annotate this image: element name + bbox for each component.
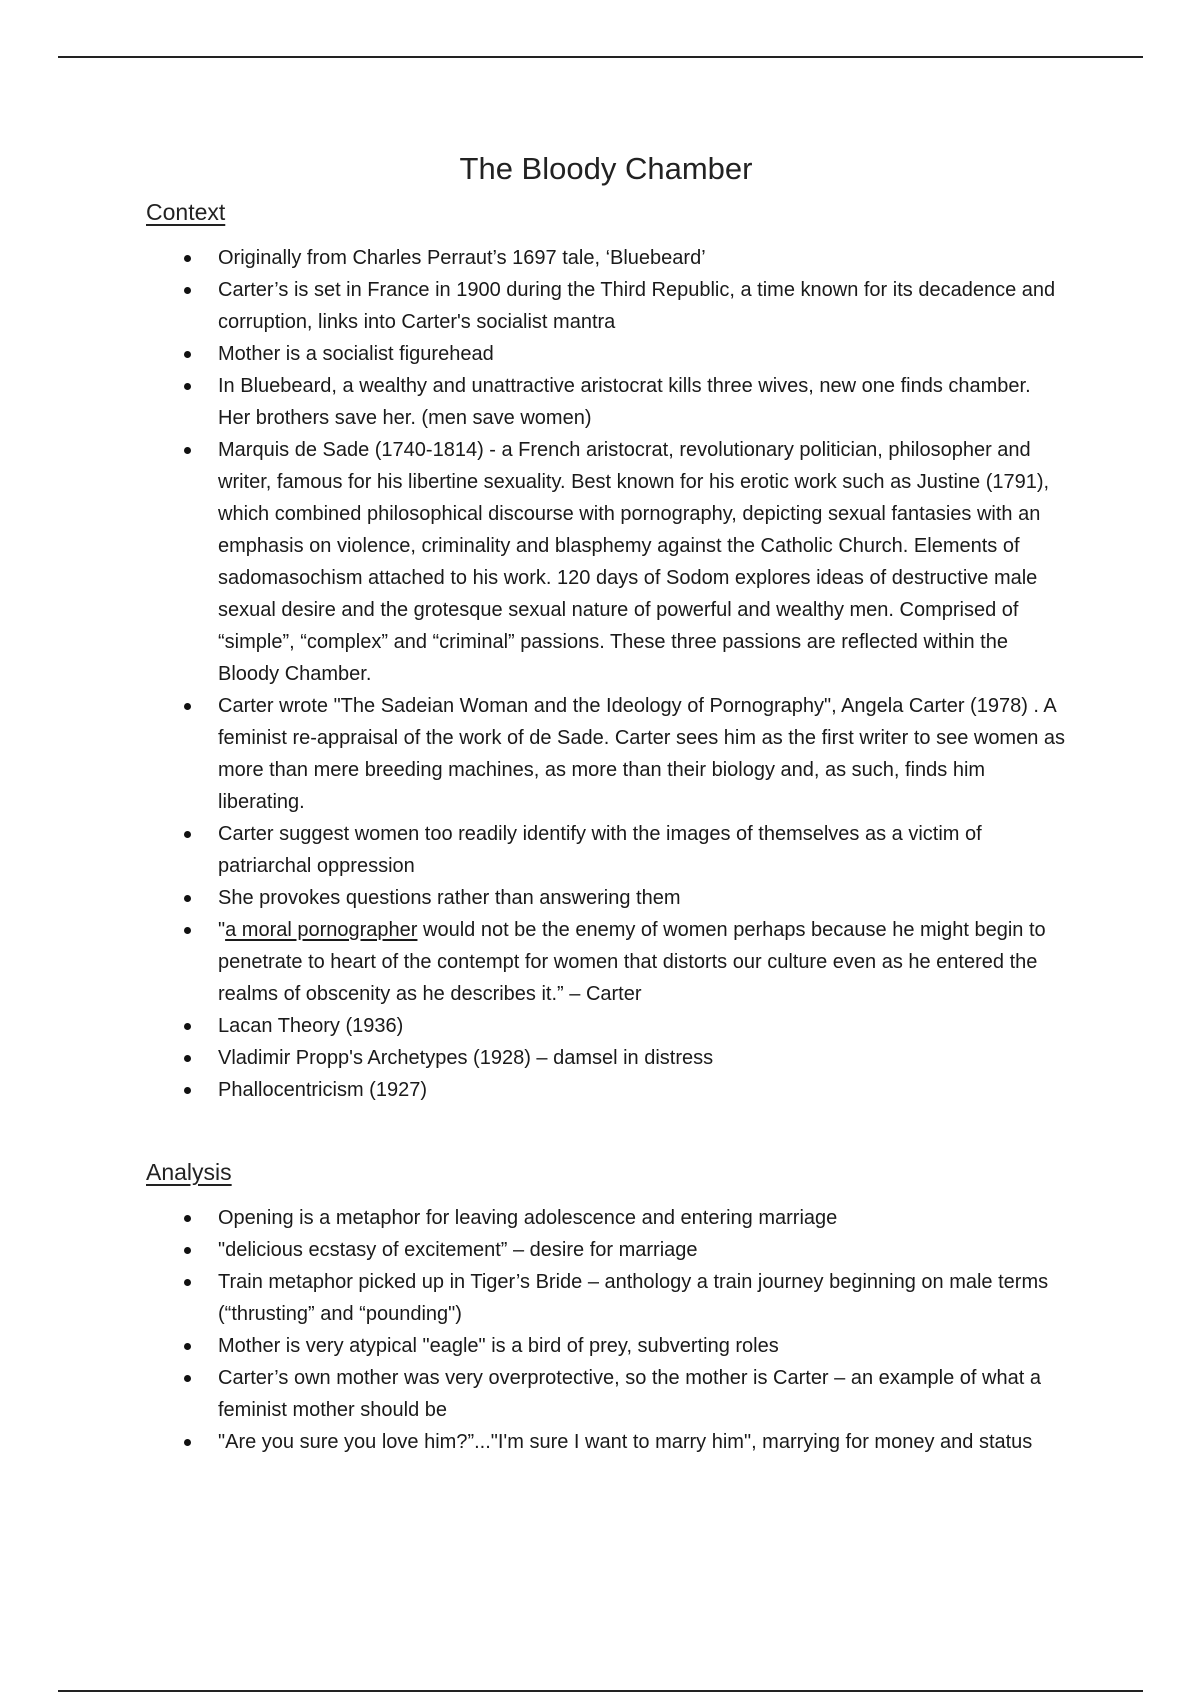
list-item: She provokes questions rather than answering them [146, 882, 1066, 914]
list-item: Marquis de Sade (1740-1814) - a French aristocrat, revolutionary politician, philosopher and writer, famous for his libertine sexuality. Best known for his erotic work such as Justine (1791), which combined philosophical discourse with pornography, depicting sexual fantasies with an emphasis on violence, criminality and blasphemy against the Catholic Church. Elements of sadomasochism attached to his work. 120 days of Sodom explores ideas of destructive male sexual desire and the grotesque sexual nature of powerful and wealthy men. Comprised of “simple”, “complex” and “criminal” passions. These three passions are reflected within the Bloody Chamber. [146, 434, 1066, 690]
list-item: Mother is very atypical "eagle" is a bird of prey, subverting roles [146, 1330, 1066, 1362]
list-item: Opening is a metaphor for leaving adolescence and entering marriage [146, 1202, 1066, 1234]
list-item: Carter suggest women too readily identify with the images of themselves as a victim of patriarchal oppression [146, 818, 1066, 882]
list-item-quote [146, 914, 1066, 1010]
list-item: Carter’s is set in France in 1900 during the Third Republic, a time known for its decadence and corruption, links into Carter's socialist mantra [146, 274, 1066, 338]
document-page [146, 148, 1066, 1458]
list-item: "Are you sure you love him?”..."I'm sure I want to marry him", marrying for money and status [146, 1426, 1066, 1458]
section-heading-analysis: Analysis [146, 1159, 232, 1185]
document-title: The Bloody Chamber [459, 151, 753, 186]
quote-rest: would not be the enemy of women perhaps because he might begin to penetrate to heart of the contempt for women that distorts our culture even as he entered the realms of obscenity as he describes it.” – Carter [218, 919, 1046, 1005]
footer-rule [58, 1690, 1143, 1692]
quote-underlined-phrase: a moral pornographer [225, 919, 418, 941]
section-heading-context: Context [146, 199, 226, 225]
list-item: Lacan Theory (1936) [146, 1010, 1066, 1042]
list-item: Phallocentricism (1927) [146, 1074, 1066, 1106]
quote-open: " [218, 919, 226, 941]
list-item: "delicious ecstasy of excitement” – desire for marriage [146, 1234, 1066, 1266]
list-item: In Bluebeard, a wealthy and unattractive aristocrat kills three wives, new one finds chamber. Her brothers save her. (men save women) [146, 370, 1066, 434]
list-item: Carter’s own mother was very overprotective, so the mother is Carter – an example of what a feminist mother should be [146, 1362, 1066, 1426]
list-item: Carter wrote "The Sadeian Woman and the Ideology of Pornography", Angela Carter (1978) . A feminist re-appraisal of the work of de Sade. Carter sees him as the first writer to see women as more than mere breeding machines, as more than their biology and, as such, finds him liberating. [146, 690, 1066, 818]
list-item: Vladimir Propp's Archetypes (1928) – damsel in distress [146, 1042, 1066, 1074]
list-item: Mother is a socialist figurehead [146, 338, 1066, 370]
analysis-list [146, 1202, 1066, 1458]
list-item: Originally from Charles Perraut’s 1697 tale, ‘Bluebeard’ [146, 242, 1066, 274]
list-item: Train metaphor picked up in Tiger’s Bride – anthology a train journey beginning on male terms (“thrusting” and “pounding") [146, 1266, 1066, 1330]
header-rule [58, 56, 1143, 58]
context-list [146, 242, 1066, 1106]
